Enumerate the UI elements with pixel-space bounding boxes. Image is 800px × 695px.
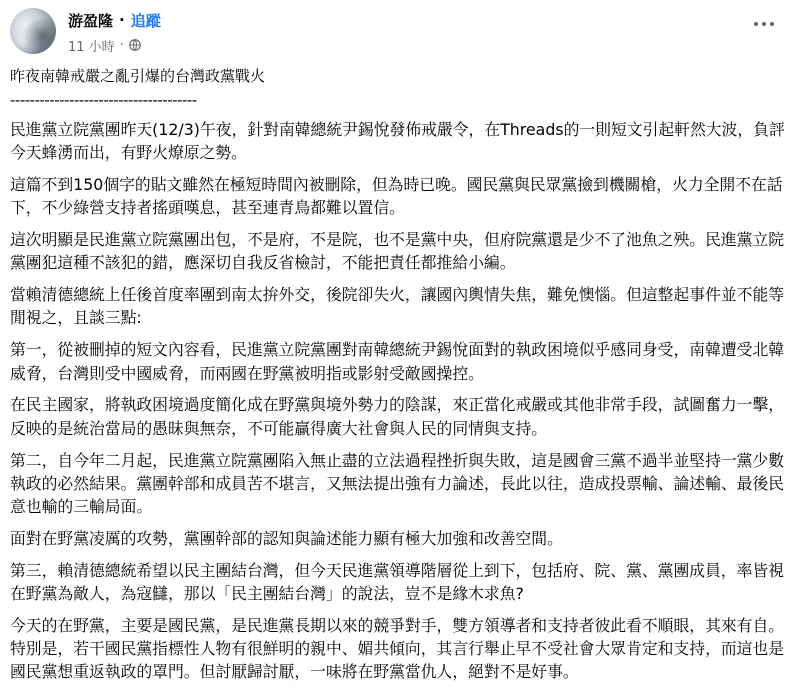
post-meta bbox=[68, 36, 141, 54]
follow-button[interactable]: 追蹤 bbox=[130, 11, 161, 30]
globe-icon[interactable] bbox=[129, 39, 141, 51]
post-paragraph: 今天的在野黨，主要是國民黨，是民進黨長期以來的競爭對手，雙方領導者和支持者彼此看不順眼，其來有自。特別是，若干國民黨指標性人物有很鮮明的親中、媚共傾向，其言行舉止早不受社會大眾肯定和支持，而這也是國民黨想重返執政的罩門。但討厭歸討厭，一味將在野黨當仇人，絕對不是好事。 bbox=[10, 615, 785, 682]
post-header bbox=[0, 0, 800, 62]
post-paragraph: 第三，賴清德總統希望以民主團結台灣，但今天民進黨領導階層從上到下，包括府、院、黨、黨團成員，率皆視在野黨為敵人，為寇讎，那以「民主團結台灣」的說法，豈不是緣木求魚? bbox=[10, 560, 785, 603]
post-paragraph: 民進黨立院黨團昨天(12/3)午夜，針對南韓總統尹錫悅發佈戒嚴令，在Threads的一則短文引起軒然大波，負評今天蜂湧而出，有野火燎原之勢。 bbox=[10, 120, 785, 163]
text-divider: -------------------------------------- bbox=[10, 91, 197, 109]
meta-separator: · bbox=[119, 37, 124, 53]
post-paragraph: 在民主國家，將執政困境過度簡化成在野黨與境外勢力的陰謀，來正當化戒嚴或其他非常手段，試圖奮力一擊，反映的是統治當局的愚昧與無奈，不可能贏得廣大社會與人民的同情與支持。 bbox=[10, 395, 785, 438]
more-options-icon[interactable] bbox=[746, 12, 782, 36]
post-paragraph: 面對在野黨凌厲的攻勢，黨團幹部的認知與論述能力顯有極大加強和改善空間。 bbox=[10, 528, 563, 548]
avatar[interactable] bbox=[10, 8, 56, 54]
post-body bbox=[10, 66, 790, 692]
post-paragraph: 這篇不到150個字的貼文雖然在極短時間內被刪除，但為時已晚。國民黨與民眾黨撿到機關槍，火力全開不在話下，不少綠營支持者搖頭嘆息，甚至連青鳥都難以置信。 bbox=[10, 175, 783, 218]
post-paragraph: 這次明顯是民進黨立院黨團出包，不是府，不是院，也不是黨中央，但府院黨還是少不了池魚之殃。民進黨立院黨團犯這種不該犯的錯，應深切自我反省檢討，不能把責任都推給小編。 bbox=[10, 230, 785, 273]
post-paragraph: 當賴清德總統上任後首度率團到南太拚外交，後院卻失火，讓國內輿情失焦，難免懊惱。但這整起事件並不能等閒視之，且談三點: bbox=[10, 285, 785, 328]
author-row bbox=[68, 9, 161, 31]
post-paragraph: 第一，從被刪掉的短文內容看，民進黨立院黨團對南韓總統尹錫悅面對的執政困境似乎感同身受，南韓遭受北韓威脅，台灣則受中國威脅，而兩國在野黨被明指或影射受敵國操控。 bbox=[10, 340, 785, 383]
post-paragraph: 第二，自今年二月起，民進黨立院黨團陷入無止盡的立法過程挫折與失敗，這是國會三黨不過半並堅持一黨少數執政的必然結果。黨團幹部和成員苦不堪言，又無法提出強有力論述，長此以往，造成投票輸、論述輸、最後民意也輸的三輸局面。 bbox=[10, 450, 785, 516]
post-title: 昨夜南韓戒嚴之亂引爆的台灣政黨戰火 bbox=[10, 67, 266, 85]
timestamp[interactable]: 11 小時 bbox=[68, 39, 115, 55]
author-name[interactable]: 游盈隆 bbox=[68, 11, 114, 30]
name-separator: · bbox=[119, 11, 125, 29]
